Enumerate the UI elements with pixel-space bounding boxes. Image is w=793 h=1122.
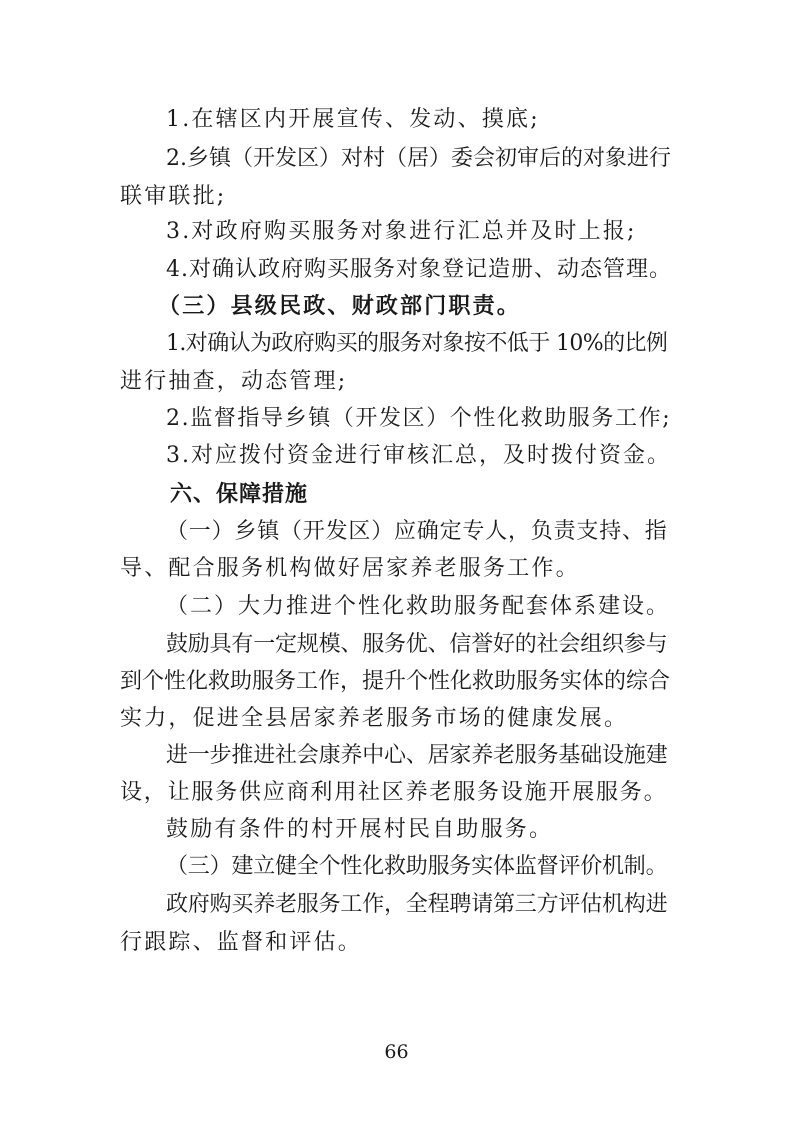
paragraph-line: 进行抽查，动态管理; <box>120 369 348 394</box>
paragraph-line: 鼓励有条件的村开展村民自助服务。 <box>166 817 554 842</box>
paragraph-line: （三）建立健全个性化救助服务实体监督评价机制。 <box>166 854 668 879</box>
paragraph-line: 进一步推进社会康养中心、居家养老服务基础设施建 <box>166 743 668 768</box>
paragraph-line: 实力，促进全县居家养老服务市场的健康发展。 <box>120 706 629 731</box>
paragraph-line: （二）大力推进个性化救助服务配套体系建设。 <box>166 594 671 619</box>
paragraph-line: 4.对确认政府购买服务对象登记造册、动态管理。 <box>166 257 672 282</box>
paragraph-line: 设，让服务供应商利用社区养老服务设施开展服务。 <box>120 780 668 805</box>
paragraph-line: 政府购买养老服务工作，全程聘请第三方评估机构进 <box>166 892 668 917</box>
paragraph-line: 行跟踪、监督和评估。 <box>120 930 363 955</box>
page-number: 66 <box>384 1041 409 1063</box>
paragraph-line: 1.对确认为政府购买的服务对象按不低于 10%的比例 <box>166 331 668 356</box>
paragraph-line: 联审联批; <box>120 184 227 209</box>
paragraph-line: 1.在辖区内开展宣传、发动、摸底; <box>166 107 540 132</box>
paragraph-line: 3.对应拨付资金进行审核汇总，及时拨付资金。 <box>166 443 671 468</box>
chapter-heading: 六、保障措施 <box>170 482 309 507</box>
paragraph-line: 鼓励具有一定规模、服务优、信誉好的社会组织参与 <box>166 632 668 657</box>
section-heading: （三）县级民政、财政部门职责。 <box>158 294 522 319</box>
paragraph-line: 导、配合服务机构做好居家养老服务工作。 <box>120 556 580 581</box>
paragraph-line: 2.监督指导乡镇（开发区）个性化救助服务工作; <box>166 406 672 431</box>
paragraph-line: 3.对政府购买服务对象进行汇总并及时上报; <box>166 219 637 244</box>
paragraph-line: 到个性化救助服务工作，提升个性化救助服务实体的综合 <box>120 669 671 694</box>
paragraph-line: 2.乡镇（开发区）对村（居）委会初审后的对象进行 <box>166 146 671 171</box>
paragraph-line: （一）乡镇（开发区）应确定专人，负责支持、指 <box>166 519 668 544</box>
